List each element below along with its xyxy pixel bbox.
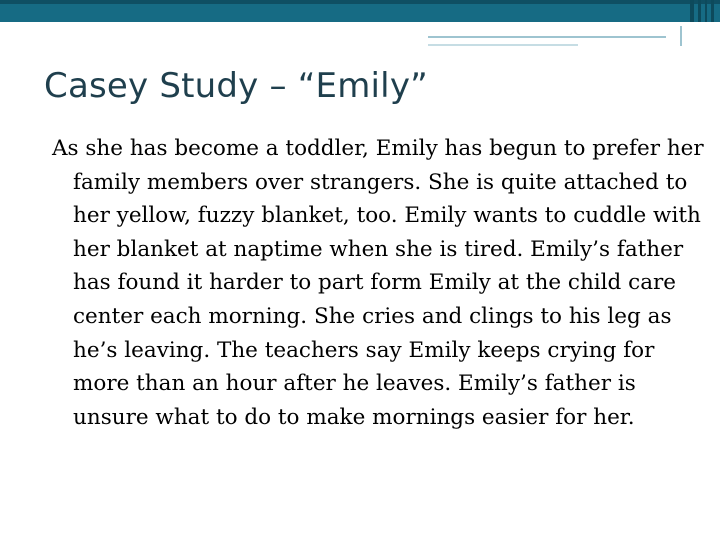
header-stripe [690,0,694,22]
header-bar-accent [0,0,720,4]
header-stripe [698,0,701,22]
decorative-line [680,26,682,46]
slide-body-text: As she has become a toddler, Emily has begun to prefer her family members over strangers. She is quite attached to her yellow, fuzzy blanket, too. Emily wants to cuddle with her blanket at naptime when she is tired. Emily’s father has found it harder to part form Emily at the child care center each morning. She cries and clings to his leg as he’s leaving. The teachers say Emily keeps crying for more than an hour after he leaves. Emily’s father is unsure what to do to make mornings easier for her. [52,136,704,430]
slide-title: Casey Study – “Emily” [44,66,428,106]
header-stripe [711,0,714,22]
header-stripe [705,0,707,22]
decorative-line [428,44,578,46]
decorative-line [428,36,666,38]
